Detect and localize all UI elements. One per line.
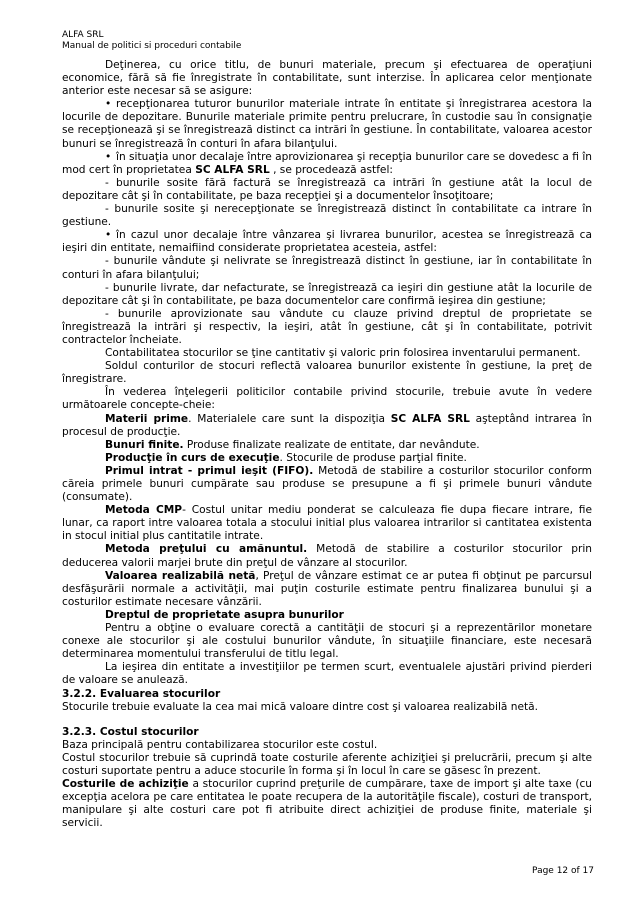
- manual-title: Manual de politici si proceduri contabile: [62, 41, 242, 51]
- subheading-text: Dreptul de proprietate asupra bunurilor: [105, 608, 344, 621]
- term: Producţie în curs de execuţie: [105, 451, 280, 464]
- dash-item: - bunurile sosite şi nerecepţionate se înregistrează distinct în contabilitate ca intrare în gestiune.: [62, 203, 592, 229]
- definition-fifo: [62, 465, 592, 504]
- paragraph-acquisition-costs: [62, 778, 592, 830]
- section-heading-3-2-2: [62, 688, 592, 701]
- definition-text: Metodă de stabilire a costurilor stocurilor prin deducerea valorii marjei brute din preţul de vânzare al stocurilor.: [62, 543, 592, 569]
- term: Bunuri finite.: [105, 438, 184, 451]
- definition-text: - Costul unitar mediu ponderat se calculeaza fie dupa fiecare intrare, fie lunar, ca raport intre valoarea totala a stocului initial plus valoarea intrarilor si cantitatea existenta in stocul initial plus cantitatile intrate.: [62, 504, 592, 543]
- definition-nrv: [62, 570, 592, 609]
- bullet-item: [62, 151, 592, 177]
- definition-text: Metodă de stabilire a costurilor stocurilor conform căreia primele bunuri cumpărate sau produse se presupune a fi şi primele bunuri vândute (consumate).: [62, 464, 592, 504]
- definition-text: . Materialele care sunt la dispoziţia: [188, 412, 386, 425]
- definition-raw-materials: [62, 413, 592, 439]
- paragraph-intro: Deţinerea, cu orice titlu, de bunuri materiale, precum şi efectuarea de operaţiuni economice, fără să fie înregistrate în contabilitate, sunt interzise. În aplicarea celor menţionate anterior este necesar să se asigure:: [62, 59, 592, 98]
- bullet-text: în cazul unor decalaje între vânzarea şi livrarea bunurilor, acestea se înregistrează ca ieşiri din entitate, nemaifiind considerate proprietatea acesteia, astfel:: [62, 229, 592, 255]
- page-number: Page 12 of 17: [532, 866, 594, 876]
- paragraph: Baza principală pentru contabilizarea stocurilor este costul.: [62, 738, 378, 751]
- dash-item: - bunurile aprovizionate sau vândute cu clauze privind dreptul de proprietate se înregistrează la intrări şi respectiv, la ieşiri, atât în gestiune, cât şi în contabilitate, potrivit contractelor încheiate.: [62, 307, 592, 346]
- bullet-text: , se procedează astfel:: [269, 163, 393, 176]
- paragraph: La ieşirea din entitate a investiţiilor pe termen scurt, eventualele ajustări privind pierderi de valoare se anulează.: [62, 661, 592, 687]
- paragraph: Contabilitatea stocurilor se ţine cantitativ şi valoric prin folosirea inventarului permanent.: [105, 347, 581, 360]
- definition-text: , Preţul de vânzare estimat ce ar putea fi obţinut pe parcursul desfăşurării normale a activităţii, mai puţin costurile estimate pentru finalizarea bunului şi a costurilor estimate necesare vânzării.: [62, 569, 592, 608]
- term: Metoda preţului cu amănuntul.: [105, 543, 308, 556]
- term: Costurile de achiziţie: [62, 778, 189, 791]
- page-header: [62, 30, 241, 52]
- dash-item: - bunurile sosite fără factură se înregistrează ca intrări în gestiune atât la locul de depozitare cât şi în contabilitate, pe baza recepţiei şi a documentelor însoţitoare;: [62, 176, 592, 202]
- definition-retail-method: [62, 543, 592, 569]
- dash-item: - bunurile livrate, dar nefacturate, se înregistrează ca ieşiri din gestiune atât la locurile de depozitare cât şi în contabilitate, pe baza documentelor care confirmă ieşirea din gestiune;: [62, 281, 592, 307]
- term: Materii prime: [105, 412, 189, 425]
- company-ref: SC ALFA SRL: [195, 163, 270, 176]
- bullet-text: recepţionarea tuturor bunurilor materiale intrate în entitate şi înregistrarea acestora la locurile de depozitare. Bunurile materiale primite pentru prelucrare, în custodie sau în consignaţie se recepţionează şi se înregistrează distinct ca intrări în gestiune. În contabilitate, valoarea acestor bunuri se înregistrează în conturi în afara bilanţului.: [62, 98, 592, 150]
- bullet-icon: •: [105, 229, 112, 242]
- definition-finished-goods: [62, 439, 592, 452]
- paragraph-text: a stocurilor cuprind preţurile de cumpărare, taxe de import şi alte taxe (cu excepţia acelora pe care entitatea le poate recupera de la autorităţile fiscale), costuri de transport, manipulare şi alte costuri care pot fi atribuite direct achiziţiei de produse finite, materiale şi servicii.: [62, 778, 592, 830]
- bullet-item: [62, 98, 592, 150]
- dash-item: - bunurile vândute şi nelivrate se înregistrează distinct în gestiune, iar în contabilitate în conturi în afara bilanţului;: [62, 255, 592, 281]
- definition-text: . Stocurile de produse parţial finite.: [279, 451, 467, 464]
- heading-text: 3.2.3. Costul stocurilor: [62, 725, 199, 738]
- definition-text: Produse finalizate realizate de entitate, dar nevândute.: [183, 438, 480, 451]
- heading-text: 3.2.2. Evaluarea stocurilor: [62, 687, 221, 700]
- paragraph: Stocurile trebuie evaluate la cea mai mică valoare dintre cost şi valoarea realizabilă netă.: [62, 700, 538, 713]
- paragraph: Soldul conturilor de stocuri reflectă valoarea bunurilor existente în gestiune, la preţ de înregistrare.: [62, 360, 592, 386]
- bullet-text: în situaţia unor decalaje între aprovizionarea şi recepţia bunurilor care se dovedesc a fi în mod cert în proprietatea: [62, 150, 592, 176]
- term: Valoarea realizabilă netă: [105, 569, 256, 582]
- bullet-item: [62, 229, 592, 255]
- document-body: [62, 59, 592, 830]
- definition-wip: [62, 452, 592, 465]
- company-ref: SC ALFA SRL: [390, 412, 470, 425]
- term: Metoda CMP: [105, 504, 183, 517]
- section-heading-3-2-3: [62, 726, 592, 739]
- paragraph: Pentru a obţine o evaluare corectă a cantităţii de stocuri şi a reprezentărilor monetare conexe ale stocurilor şi ale costului bunurilor vândute, în situaţiile financiare, este necesară determinarea momentului transferului de titlu legal.: [62, 622, 592, 661]
- definition-cmp: [62, 504, 592, 543]
- bullet-icon: •: [105, 150, 112, 163]
- paragraph: În vederea înţelegerii politicilor contabile privind stocurile, trebuie avute în vedere următoarele concepte-cheie:: [62, 386, 592, 412]
- paragraph: Costul stocurilor trebuie să cuprindă toate costurile aferente achiziţiei şi prelucrării, precum şi alte costuri suportate pentru a aduce stocurile în forma şi în locul în care se găsesc în prezent.: [62, 751, 592, 777]
- bullet-icon: •: [105, 98, 112, 111]
- term: Primul intrat - primul ieşit (FIFO).: [105, 464, 314, 477]
- definition-text: aşteptând intrarea în procesul de producţie.: [62, 412, 592, 438]
- subheading-ownership: [62, 609, 592, 622]
- company-name: ALFA SRL: [62, 30, 104, 40]
